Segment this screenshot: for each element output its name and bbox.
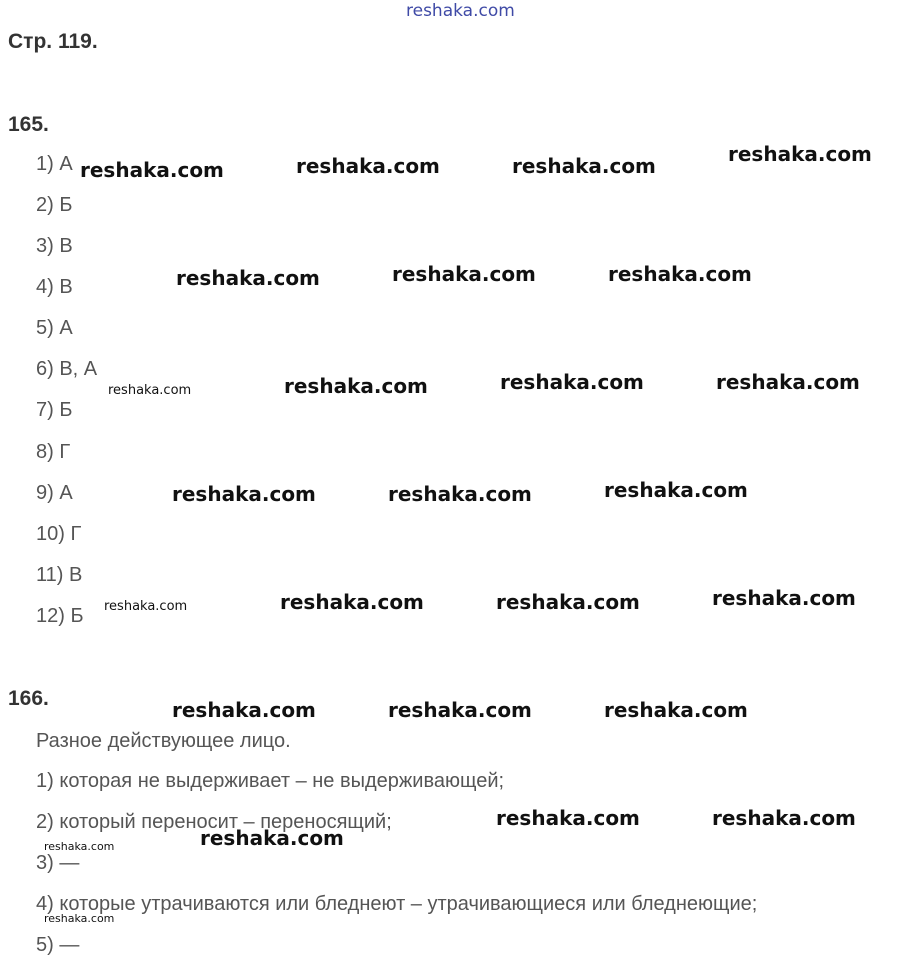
task-166-intro: Разное действующее лицо. — [36, 730, 291, 752]
watermark: reshaka.com — [712, 586, 856, 610]
page-title: Стр. 119. — [8, 30, 98, 53]
watermark: reshaka.com — [80, 158, 224, 182]
task-165-answer-6: 6) В, А — [36, 358, 98, 380]
watermark: reshaka.com — [176, 266, 320, 290]
watermark: reshaka.com — [496, 806, 640, 830]
task-166-number: 166. — [8, 687, 49, 710]
watermark: reshaka.com — [712, 806, 856, 830]
task-165-answer-2: 2) Б — [36, 194, 73, 216]
task-166-line-4: 4) которые утрачиваются или бледнеют – утрачивающиеся или бледнеющие; — [36, 893, 758, 915]
task-166-line-3: 3) — — [36, 852, 80, 874]
watermark: reshaka.com — [44, 840, 115, 853]
watermark: reshaka.com — [604, 478, 748, 502]
watermark: reshaka.com — [608, 262, 752, 286]
watermark: reshaka.com — [392, 262, 536, 286]
task-165-answer-10: 10) Г — [36, 523, 82, 545]
watermark: reshaka.com — [716, 370, 860, 394]
task-166-line-1: 1) которая не выдерживает – не выдерживающей; — [36, 770, 505, 792]
task-165-answer-4: 4) В — [36, 276, 73, 298]
watermark: reshaka.com — [284, 374, 428, 398]
watermark: reshaka.com — [172, 482, 316, 506]
task-165-answer-1: 1) А — [36, 153, 73, 175]
watermark: reshaka.com — [512, 154, 656, 178]
watermark: reshaka.com — [108, 383, 192, 398]
site-watermark-header: reshaka.com — [406, 1, 515, 21]
watermark: reshaka.com — [172, 698, 316, 722]
task-165-answer-8: 8) Г — [36, 441, 71, 463]
watermark: reshaka.com — [604, 698, 748, 722]
watermark: reshaka.com — [44, 912, 115, 925]
watermark: reshaka.com — [496, 590, 640, 614]
watermark: reshaka.com — [280, 590, 424, 614]
task-165-answer-5: 5) А — [36, 317, 73, 339]
task-166-line-2: 2) который переносит – переносящий; — [36, 811, 392, 833]
task-166-line-5: 5) — — [36, 934, 80, 956]
task-165-answer-11: 11) В — [36, 564, 83, 586]
task-165-answer-7: 7) Б — [36, 399, 73, 421]
watermark: reshaka.com — [728, 142, 872, 166]
watermark: reshaka.com — [296, 154, 440, 178]
task-165-answer-3: 3) В — [36, 235, 73, 257]
watermark: reshaka.com — [104, 599, 188, 614]
task-165-number: 165. — [8, 113, 49, 136]
task-165-answer-12: 12) Б — [36, 605, 84, 627]
watermark: reshaka.com — [500, 370, 644, 394]
watermark: reshaka.com — [200, 826, 344, 850]
watermark: reshaka.com — [388, 482, 532, 506]
task-165-answer-9: 9) А — [36, 482, 73, 504]
watermark: reshaka.com — [388, 698, 532, 722]
